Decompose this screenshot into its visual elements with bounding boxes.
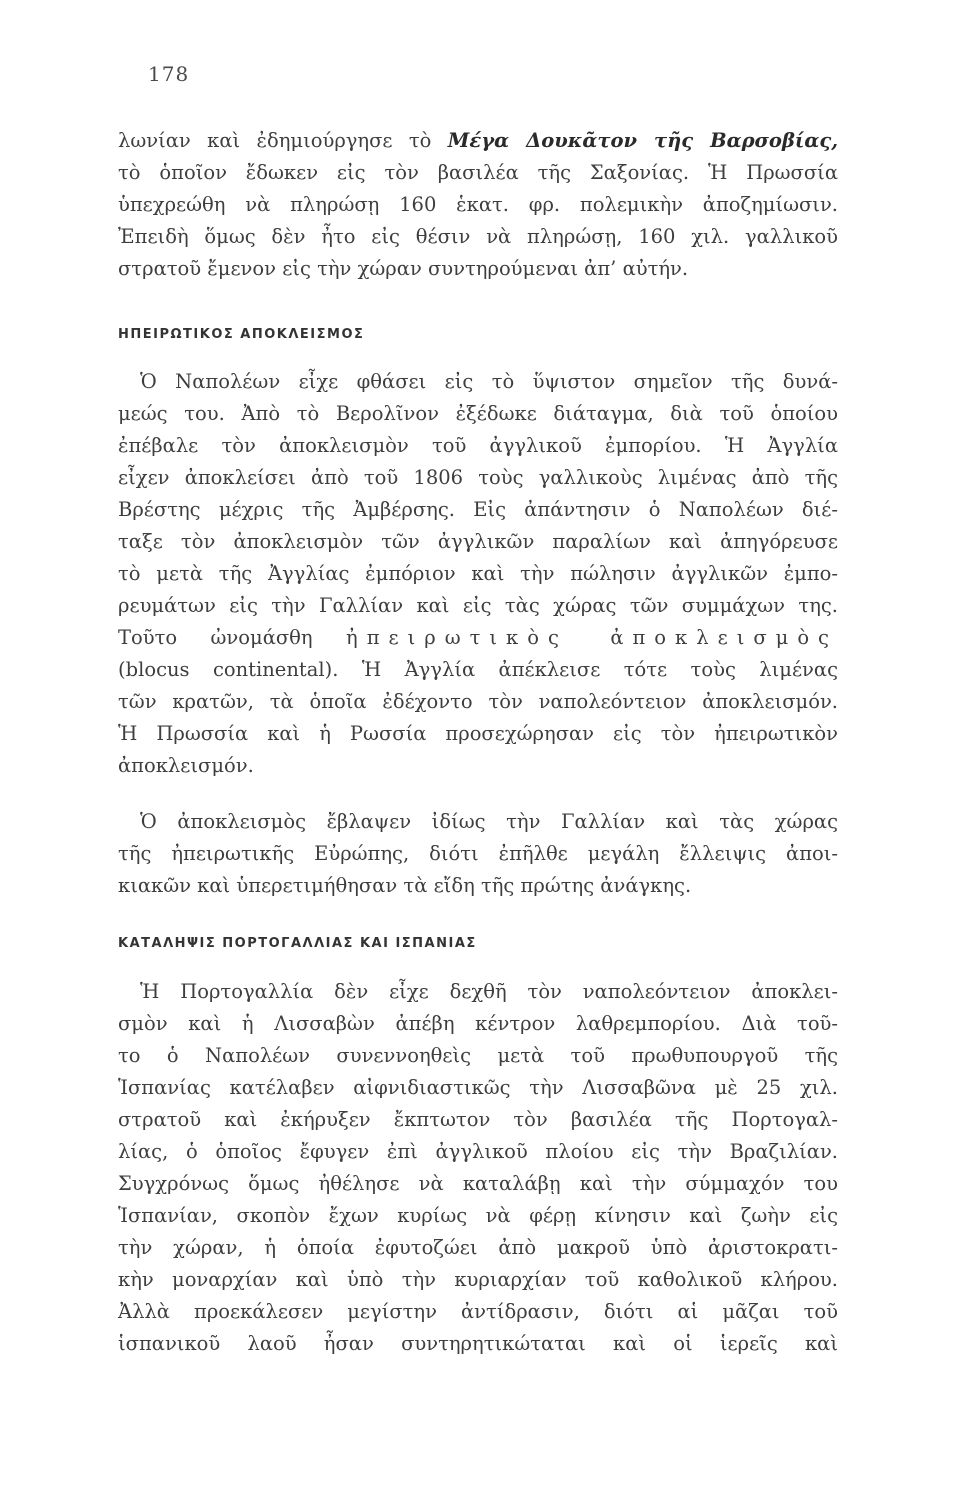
text-line: σμὸν καὶ ἡ Λισσαβὼν ἀπέβη κέντρον λαθρεμπορίου. Διὰ τοῦ-	[118, 1012, 838, 1035]
text-line: εἶχεν ἀποκλείσει ἀπὸ τοῦ 1806 τοὺς γαλλικοὺς λιμένας ἀπὸ τῆς	[118, 466, 838, 489]
text-line: ταξε τὸν ἀποκλεισμὸν τῶν ἀγγλικῶν παραλίων καὶ ἀπηγόρευσε	[118, 530, 838, 553]
text-line: Ἡ Πορτογαλλία δὲν εἶχε δεχθῆ τὸν ναπολεόντειον ἀποκλει-	[140, 980, 838, 1003]
text-line: τὸ ὁποῖον ἔδωκεν εἰς τὸν βασιλέα τῆς Σαξονίας. Ἡ Πρωσσία	[118, 161, 838, 184]
text-line: Ἱσπανίας κατέλαβεν αἰφνιδιαστικῶς τὴν Λισσαβῶνα μὲ 25 χιλ.	[118, 1076, 838, 1099]
text-line: Ἀλλὰ προεκάλεσεν μεγίστην ἀντίδρασιν, διότι αἱ μᾶζαι τοῦ	[118, 1300, 838, 1323]
text-line: λίας, ὁ ὁποῖος ἔφυγεν ἐπὶ ἀγγλικοῦ πλοίου εἰς τὴν Βραζιλίαν.	[118, 1140, 838, 1163]
text-line: κὴν μοναρχίαν καὶ ὑπὸ τὴν κυριαρχίαν τοῦ καθολικοῦ κλήρου.	[118, 1268, 838, 1291]
text-line: ἱσπανικοῦ λαοῦ ἦσαν συντηρητικώταται καὶ οἱ ἱερεῖς καὶ	[118, 1332, 838, 1355]
paragraph-portugal-spain	[118, 976, 838, 1360]
page-number: 178	[148, 62, 190, 86]
text-line: Βρέστης μέχρις τῆς Ἀμβέρσης. Εἰς ἀπάντησιν ὁ Ναπολέων διέ-	[118, 498, 838, 521]
text-line: (blocus continental). Ἡ Ἀγγλία ἀπέκλεισε τότε τοὺς λιμένας	[118, 658, 838, 681]
text-line: Ἡ Πρωσσία καὶ ἡ Ρωσσία προσεχώρησαν εἰς τὸν ἠπειρωτικὸν	[118, 722, 838, 745]
emphasized-title: Μέγα Δουκᾶτον τῆς Βαρσοβίας,	[447, 129, 838, 152]
text-line: τῆς ἠπειρωτικῆς Εὐρώπης, διότι ἐπῆλθε μεγάλη ἔλλειψις ἀποι-	[118, 842, 838, 865]
paragraph-continuation	[118, 125, 838, 285]
text-line: το ὁ Ναπολέων συνεννοηθεὶς μετὰ τοῦ πρωθυπουργοῦ τῆς	[118, 1044, 838, 1067]
text-line: Ὁ ἀποκλεισμὸς ἔβλαψεν ἰδίως τὴν Γαλλίαν καὶ τὰς χώρας	[140, 810, 838, 833]
text-line: Συγχρόνως ὅμως ἠθέλησε νὰ καταλάβῃ καὶ τὴν σύμμαχόν του	[118, 1172, 838, 1195]
text-line: κιακῶν καὶ ὑπερετιμήθησαν τὰ εἴδη τῆς πρώτης ἀνάγκης.	[118, 874, 692, 897]
text-line: ὑπεχρεώθη νὰ πληρώσῃ 160 ἑκατ. φρ. πολεμικὴν ἀποζημίωσιν.	[118, 193, 838, 216]
text-line: τὴν χώραν, ἡ ὁποία ἐφυτοζώει ἀπὸ μακροῦ ὑπὸ ἀριστοκρατι-	[118, 1236, 838, 1259]
text-line: στρατοῦ ἔμενον εἰς τὴν χώραν συντηρούμεναι ἀπ’ αὐτήν.	[118, 257, 689, 280]
text-line: ρευμάτων εἰς τὴν Γαλλίαν καὶ εἰς τὰς χώρας τῶν συμμάχων της.	[118, 594, 838, 617]
text-fragment: λωνίαν καὶ ἐδημιούργησε τὸ	[118, 129, 448, 152]
text-line: Ἱσπανίαν, σκοπὸν ἔχων κυρίως νὰ φέρῃ κίνησιν καὶ ζωὴν εἰς	[118, 1204, 838, 1227]
paragraph-blockade-effects	[118, 806, 838, 902]
text-line: μεώς του. Ἀπὸ τὸ Βερολῖνον ἐξέδωκε διάταγμα, διὰ τοῦ ὁποίου	[118, 402, 838, 425]
text-line: Ὁ Ναπολέων εἶχε φθάσει εἰς τὸ ὕψιστον σημεῖον τῆς δυνά-	[140, 370, 838, 393]
section-heading-portugal-spain: ΚΑΤΑΛΗΨΙΣ ΠΟΡΤΟΓΑΛΛΙΑΣ ΚΑΙ ΙΣΠΑΝΙΑΣ	[118, 936, 477, 951]
text-line: ἐπέβαλε τὸν ἀποκλεισμὸν τοῦ ἀγγλικοῦ ἐμπορίου. Ἡ Ἀγγλία	[118, 434, 838, 457]
text-line	[118, 125, 838, 157]
text-line: τὸ μετὰ τῆς Ἀγγλίας ἐμπόριον καὶ τὴν πώλησιν ἀγγλικῶν ἐμπο-	[118, 562, 838, 585]
text-line	[118, 622, 838, 654]
text-line: στρατοῦ καὶ ἐκήρυξεν ἔκπτωτον τὸν βασιλέα τῆς Πορτογαλ-	[118, 1108, 838, 1131]
text-line: ἀποκλεισμόν.	[118, 754, 254, 777]
text-fragment: Τοῦτο ὠνομάσθη	[118, 626, 347, 649]
spaced-emphasis: ἠπειρωτικὸς ἀποκλεισμὸς	[346, 626, 838, 649]
section-heading-continental-blockade: ΗΠΕΙΡΩΤΙΚΟΣ ΑΠΟΚΛΕΙΣΜΟΣ	[118, 327, 365, 342]
paragraph-blockade	[118, 366, 838, 782]
text-line: Ἐπειδὴ ὅμως δὲν ἦτο εἰς θέσιν νὰ πληρώσῃ, 160 χιλ. γαλλικοῦ	[118, 225, 838, 248]
text-line: τῶν κρατῶν, τὰ ὁποῖα ἐδέχοντο τὸν ναπολεόντειον ἀποκλεισμόν.	[118, 690, 838, 713]
